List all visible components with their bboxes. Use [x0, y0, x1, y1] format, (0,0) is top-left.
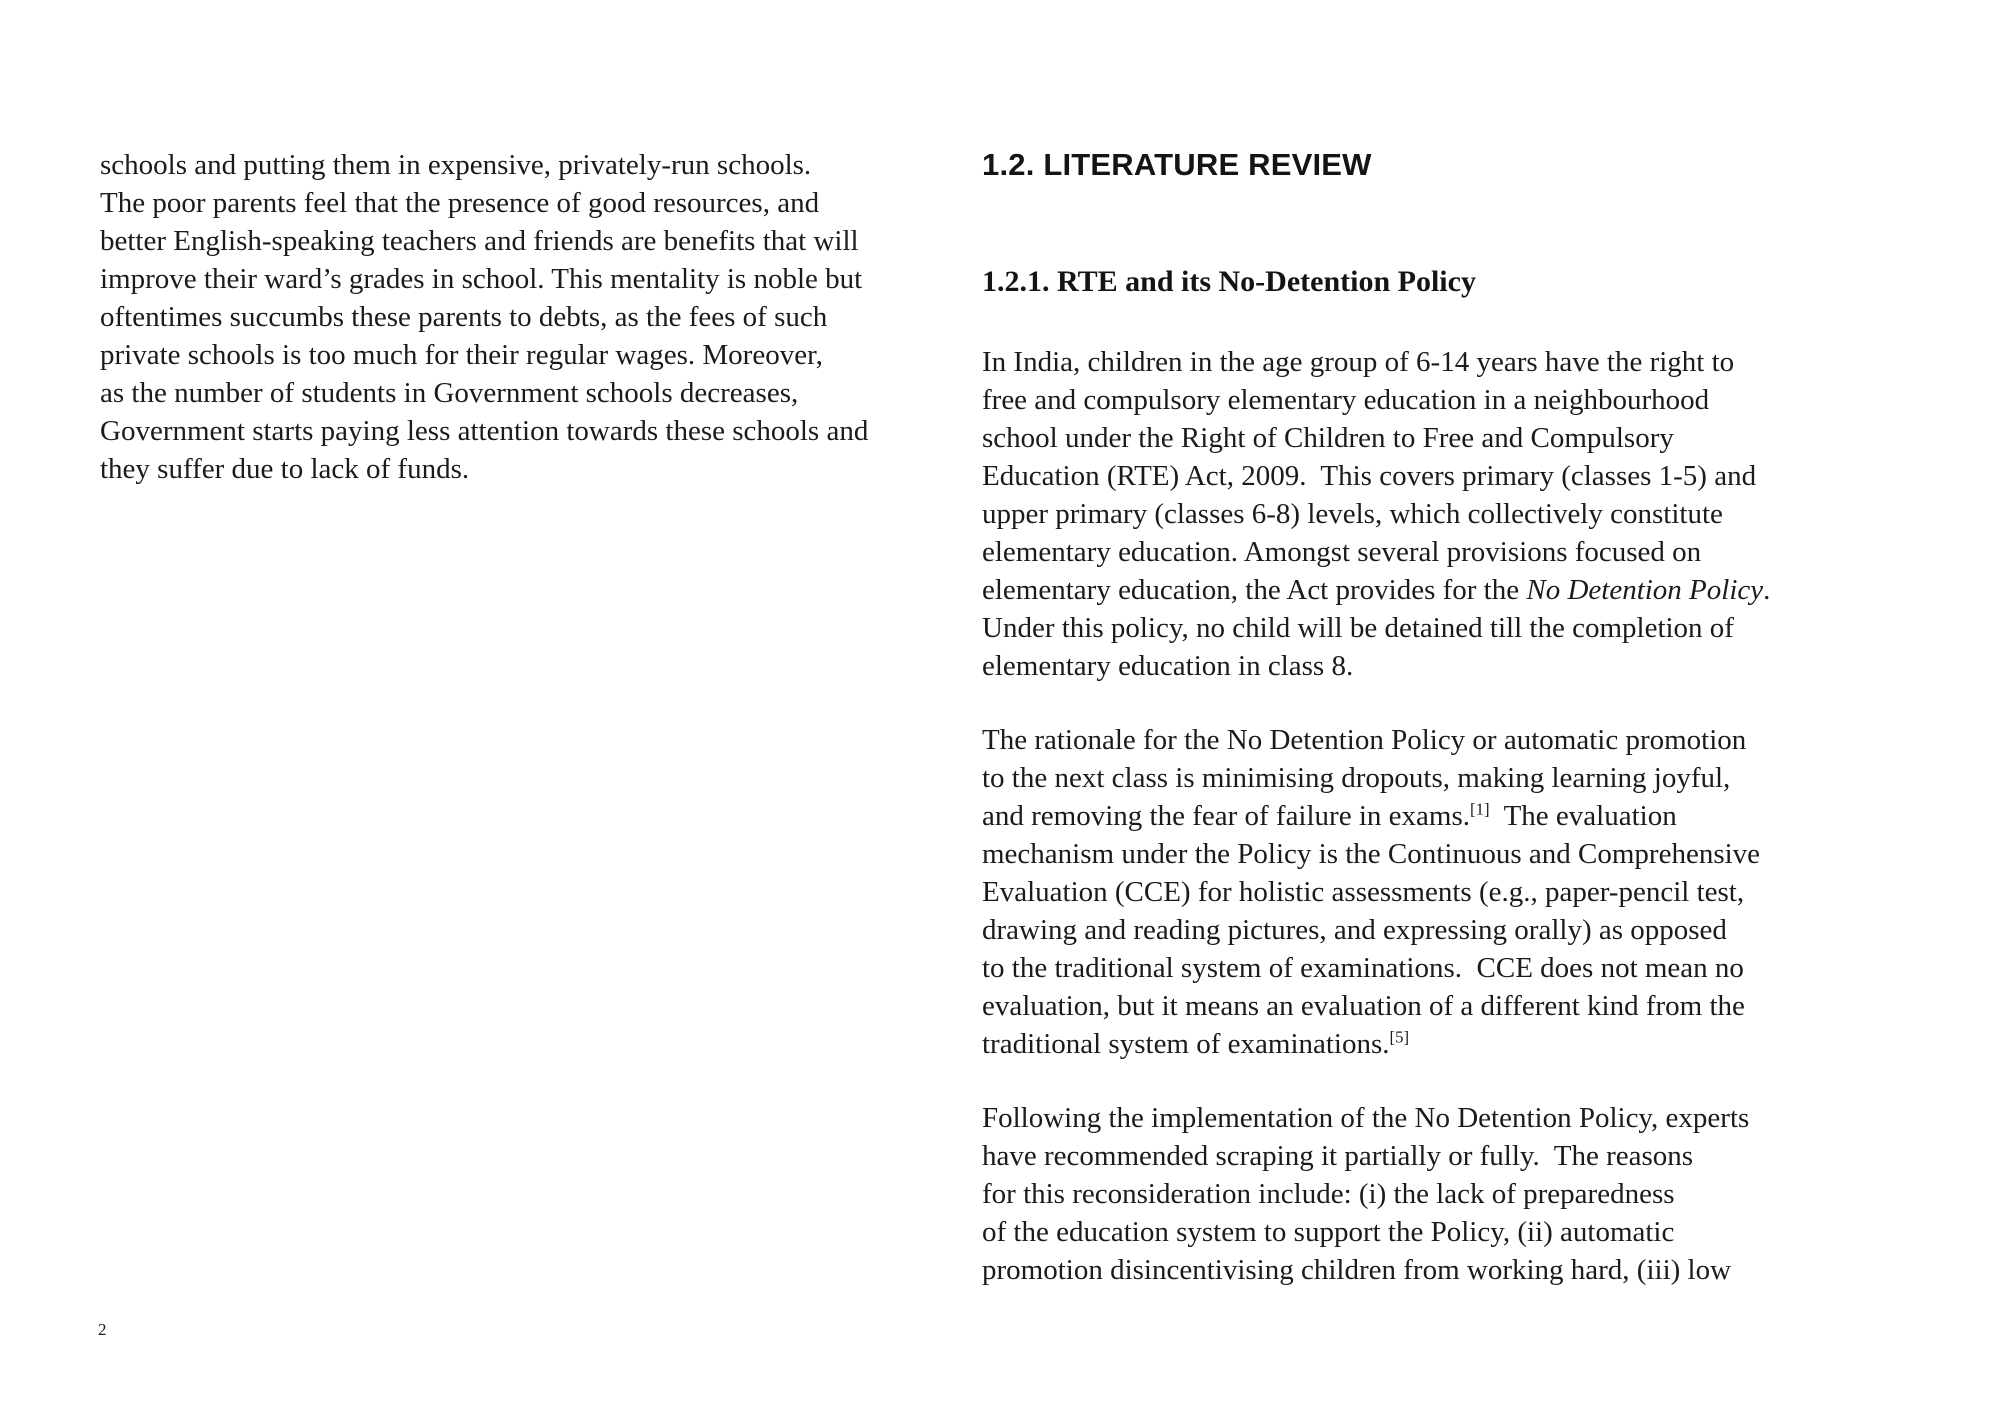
text-segment: elementary education in class 8.: [982, 650, 1354, 682]
text-segment: traditional system of examinations.: [982, 1028, 1390, 1060]
text-segment: The rationale for the No Detention Policy or automatic promotion: [982, 724, 1747, 756]
right-column: [982, 146, 1902, 1289]
text-segment: elementary education. Amongst several provisions focused on: [982, 536, 1702, 568]
text-segment: In India, children in the age group of 6-14 years have the right to: [982, 346, 1735, 378]
text-segment: Evaluation (CCE) for holistic assessments (e.g., paper-pencil test,: [982, 876, 1745, 908]
text-line: [982, 721, 1902, 759]
text-line: [982, 419, 1902, 457]
body-paragraph: [100, 146, 980, 488]
text-segment: free and compulsory elementary education in a neighbourhood: [982, 384, 1710, 416]
text-segment: they suffer due to lack of funds.: [100, 453, 470, 485]
text-line: [982, 911, 1902, 949]
text-line: [982, 381, 1902, 419]
text-line: [100, 412, 980, 450]
text-line: [100, 260, 980, 298]
text-line: [982, 1213, 1902, 1251]
text-line: [982, 1025, 1902, 1063]
text-line: [982, 343, 1902, 381]
text-line: [982, 1137, 1902, 1175]
body-paragraph: [982, 343, 1902, 685]
text-line: [982, 1099, 1902, 1137]
text-segment: have recommended scraping it partially or fully. The reasons: [982, 1140, 1694, 1172]
text-segment: and removing the fear of failure in exams.: [982, 800, 1470, 832]
text-line: [982, 609, 1902, 647]
text-segment: school under the Right of Children to Free and Compulsory: [982, 422, 1674, 454]
text-line: [982, 571, 1902, 609]
text-segment: schools and putting them in expensive, privately-run schools.: [100, 149, 812, 181]
text-segment: for this reconsideration include: (i) the lack of preparedness: [982, 1178, 1675, 1210]
left-column: [100, 146, 980, 488]
text-segment: elementary education, the Act provides for the: [982, 574, 1527, 606]
text-line: [982, 949, 1902, 987]
text-line: [100, 450, 980, 488]
text-segment: private schools is too much for their regular wages. Moreover,: [100, 339, 823, 371]
text-line: [982, 797, 1902, 835]
text-line: [982, 873, 1902, 911]
text-segment: Following the implementation of the No Detention Policy, experts: [982, 1102, 1750, 1134]
text-segment: The evaluation: [1489, 800, 1677, 832]
text-line: [100, 222, 980, 260]
text-segment: No Detention Policy: [1526, 574, 1764, 606]
footnote-reference: [1]: [1469, 799, 1490, 819]
text-segment: as the number of students in Government schools decreases,: [100, 377, 799, 409]
text-line: [982, 533, 1902, 571]
page-number: 2: [98, 1320, 107, 1339]
text-segment: of the education system to support the Policy, (ii) automatic: [982, 1216, 1675, 1248]
text-line: [982, 647, 1902, 685]
body-paragraph: [982, 721, 1902, 1063]
text-segment: The poor parents feel that the presence of good resources, and: [100, 187, 820, 219]
text-segment: Education (RTE) Act, 2009. This covers primary (classes 1-5) and: [982, 460, 1757, 492]
text-line: [982, 457, 1902, 495]
text-segment: Under this policy, no child will be detained till the completion of: [982, 612, 1734, 644]
text-segment: mechanism under the Policy is the Continuous and Comprehensive: [982, 838, 1761, 870]
text-line: [982, 987, 1902, 1025]
text-line: [982, 1251, 1902, 1289]
body-paragraph: [982, 1099, 1902, 1289]
text-segment: drawing and reading pictures, and expressing orally) as opposed: [982, 914, 1727, 946]
text-segment: improve their ward’s grades in school. This mentality is noble but: [100, 263, 863, 295]
text-segment: .: [1763, 574, 1771, 606]
text-line: [982, 1175, 1902, 1213]
text-segment: promotion disincentivising children from working hard, (iii) low: [982, 1254, 1732, 1286]
text-line: [100, 336, 980, 374]
text-line: [982, 835, 1902, 873]
text-segment: to the traditional system of examinations. CCE does not mean no: [982, 952, 1744, 984]
text-segment: upper primary (classes 6-8) levels, which collectively constitute: [982, 498, 1723, 530]
text-segment: oftentimes succumbs these parents to debts, as the fees of such: [100, 301, 828, 333]
text-segment: to the next class is minimising dropouts, making learning joyful,: [982, 762, 1731, 794]
text-line: [982, 759, 1902, 797]
text-line: [100, 298, 980, 336]
text-segment: better English-speaking teachers and friends are benefits that will: [100, 225, 859, 257]
subsection-heading: 1.2.1. RTE and its No-Detention Policy: [982, 265, 1476, 298]
section-heading: 1.2. LITERATURE REVIEW: [982, 147, 1372, 182]
footnote-reference: [5]: [1389, 1027, 1410, 1047]
text-line: [100, 146, 980, 184]
text-segment: evaluation, but it means an evaluation of a different kind from the: [982, 990, 1745, 1022]
text-line: [100, 184, 980, 222]
text-segment: Government starts paying less attention towards these schools and: [100, 415, 869, 447]
text-line: [100, 374, 980, 412]
text-line: [982, 495, 1902, 533]
